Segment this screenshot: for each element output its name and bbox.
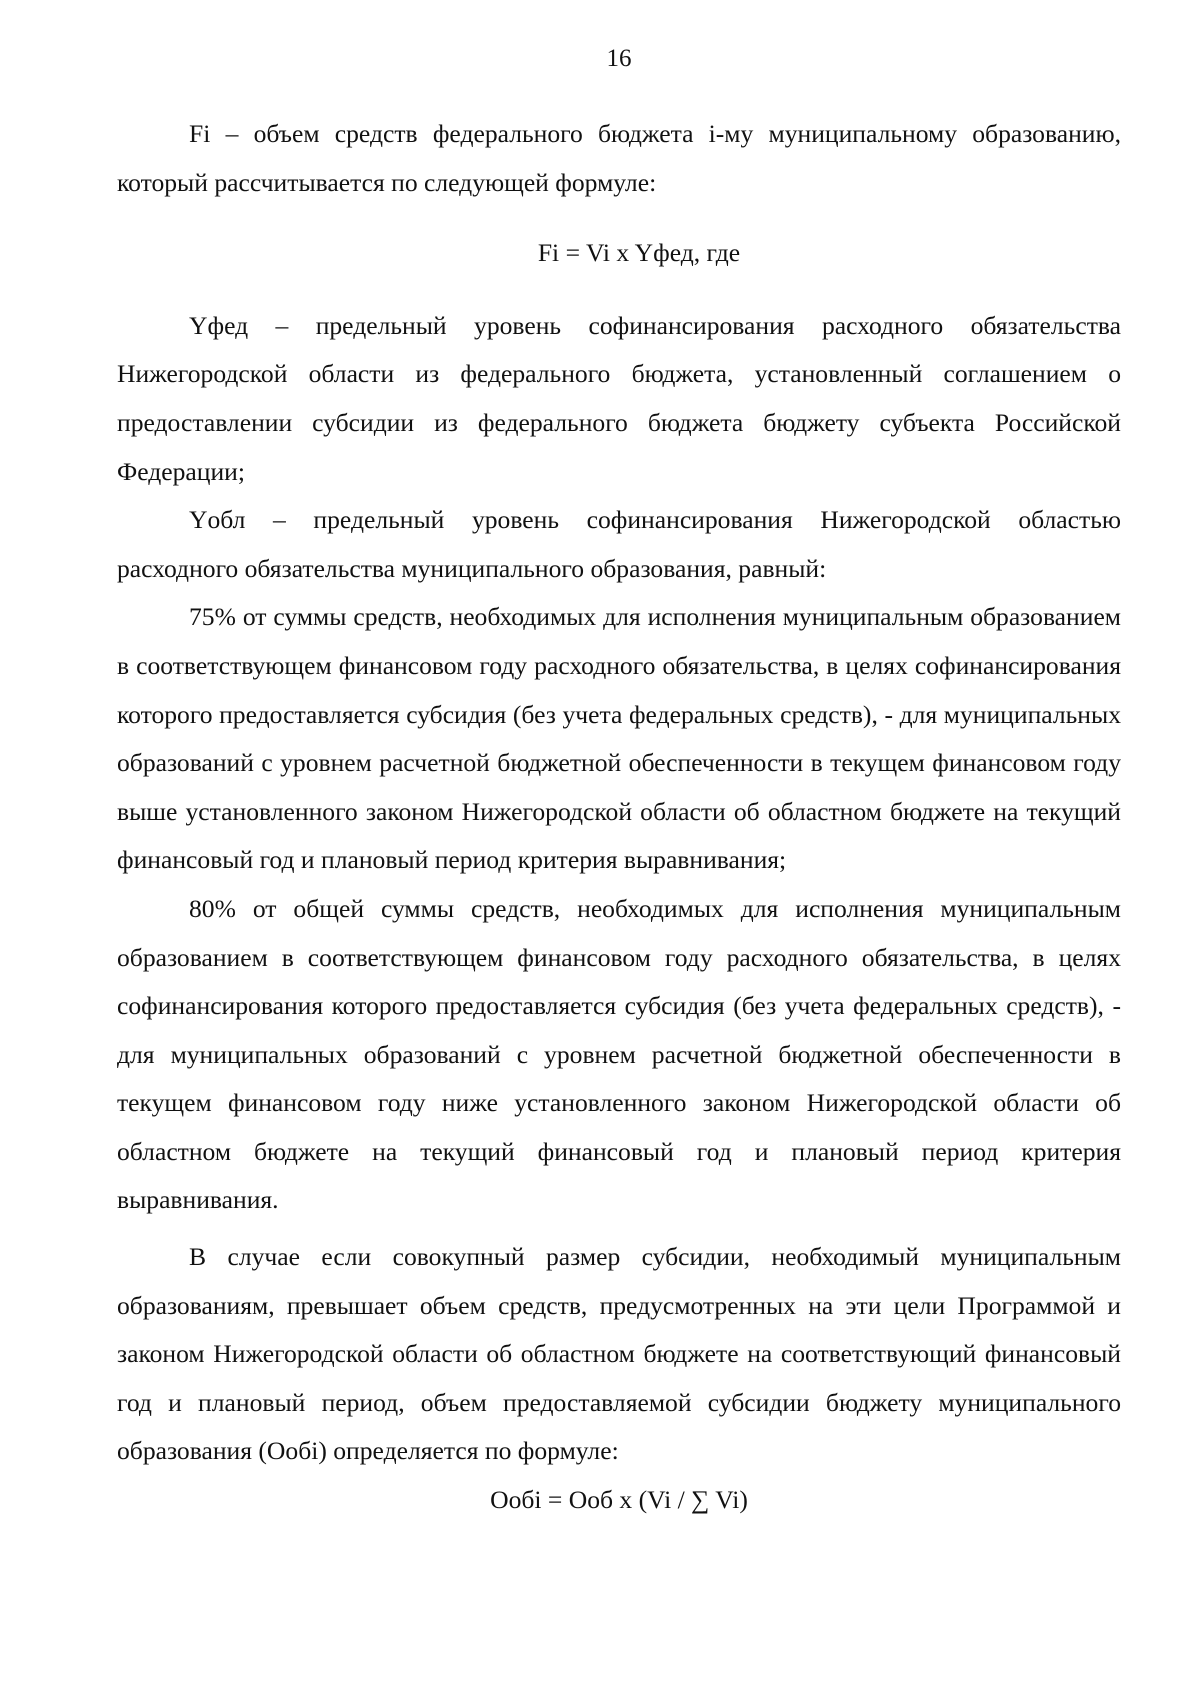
formula-fi: Fi = Vi x Yфед, где bbox=[537, 238, 741, 268]
paragraph-yobl-definition: Yобл – предельный уровень софинансирования Нижегородской областью расходного обязательства муниципального образования, равный: bbox=[117, 505, 1121, 583]
paragraph-yfed-definition: Yфед – предельный уровень софинансирования расходного обязательства Нижегородской области из федерального бюджета, установленный соглашением о предоставлении субсидии из федерального бюджета бюджету субъекта Российской Федерации; bbox=[117, 310, 1121, 486]
document-body bbox=[117, 110, 1121, 1525]
paragraph-fi-definition: Fi – объем средств федерального бюджета i-му муниципальному образованию, который рассчитывается по следующей формуле: bbox=[117, 119, 1121, 197]
page-number: 16 bbox=[606, 45, 632, 72]
paragraph-subsidy-formula-intro: В случае если совокупный размер субсидии, необходимый муниципальным образованиям, превышает объем средств, предусмотренных на эти цели Программой и законом Нижегородской области об областном бюджете на соответствующий финансовый год и плановый период, объем предоставляемой субсидии бюджету муниципального образования (Ообi) определяется по формуле: bbox=[117, 1242, 1121, 1466]
paragraph-75-percent: 75% от суммы средств, необходимых для исполнения муниципальным образованием в соответствующем финансовом году расходного обязательства, в целях софинансирования которого предоставляется субсидия (без учета федеральных средств), - для муниципальных образований с уровнем расчетной бюджетной обеспеченности в текущем финансовом году выше установленного законом Нижегородской области об областном бюджете на текущий финансовый год и плановый период критерия выравнивания; bbox=[117, 602, 1121, 875]
paragraph-80-percent: 80% от общей суммы средств, необходимых для исполнения муниципальным образованием в соответствующем финансовом году расходного обязательства, в целях софинансирования которого предоставляется субсидия (без учета федеральных средств), - для муниципальных образований с уровнем расчетной бюджетной обеспеченности в текущем финансовом году ниже установленного законом Нижегородской области об областном бюджете на текущий финансовый год и плановый период критерия выравнивания. bbox=[117, 893, 1121, 1215]
formula-oobi: Ообi = Ооб x (Vi / ∑ Vi) bbox=[490, 1485, 748, 1515]
